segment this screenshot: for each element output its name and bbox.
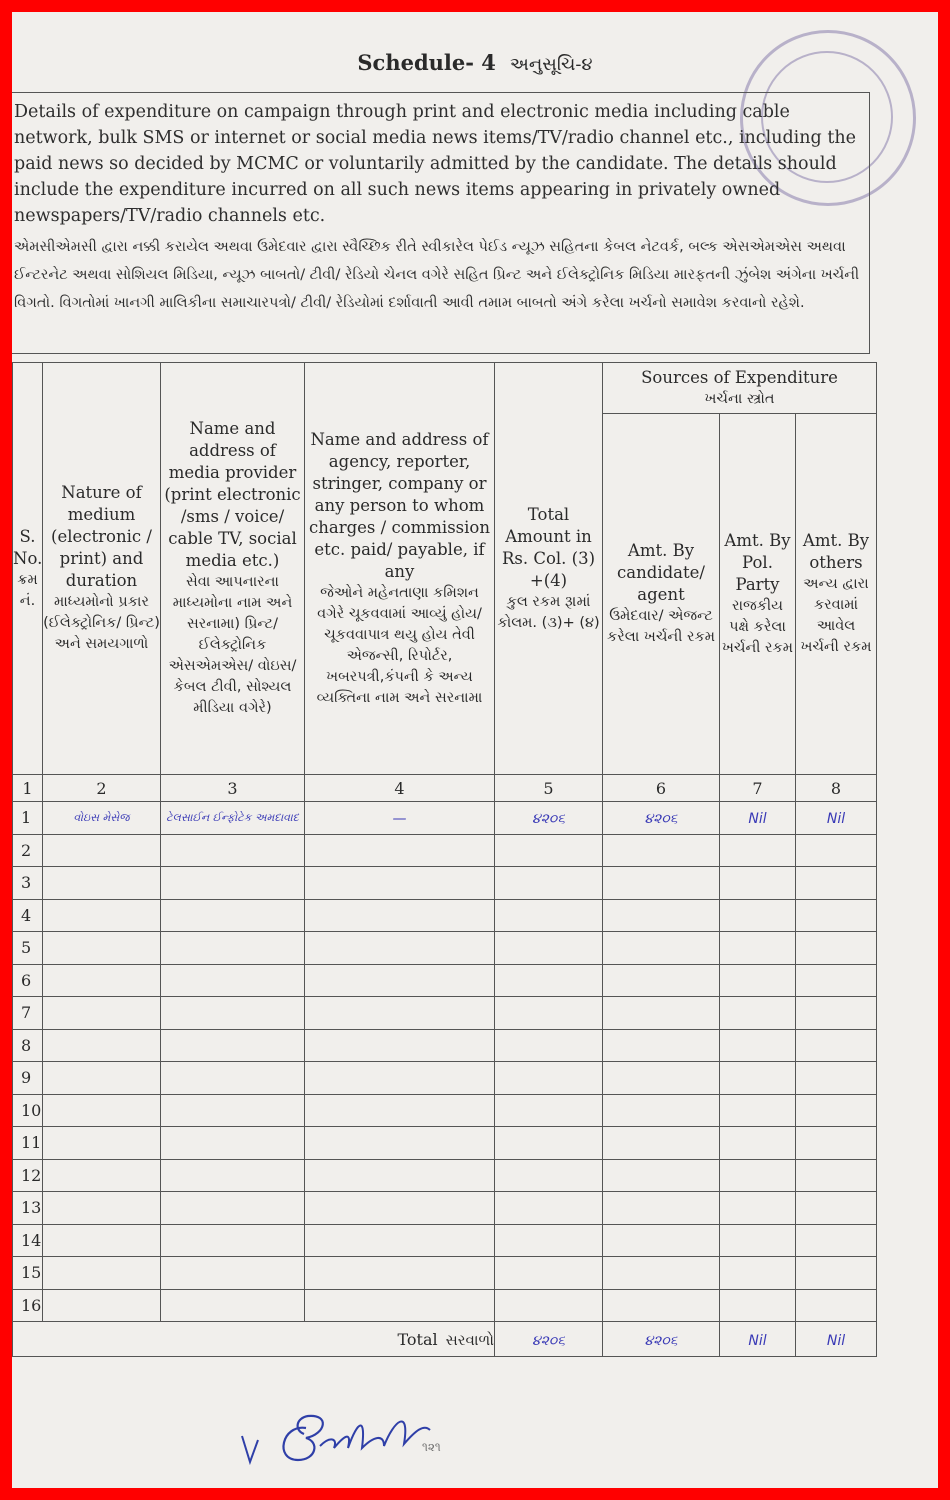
row-nature-cell [43,997,161,1030]
row-party-cell [720,802,796,835]
row-agency-cell [305,867,495,900]
table-row [13,1224,877,1257]
table-row [13,997,877,1030]
row-others-cell [796,802,877,835]
row-candidate-cell [603,1224,720,1257]
handwritten-agency: — [392,810,407,827]
row-sno: 11 [13,1127,43,1160]
row-provider-cell [161,1094,305,1127]
total-party: Nil [720,1322,796,1357]
row-total-cell [495,899,603,932]
header-nature: Nature of medium (electronic / print) and duration માધ્યમોનો પ્રકાર (ઈલેક્ટ્રોનિક/ પ્રિન્ટ) અને સમયગાળો [43,363,161,775]
row-provider-cell [161,867,305,900]
row-agency-cell [305,834,495,867]
title-gujarati: અનુસૂચિ-૪ [509,54,593,75]
row-candidate-cell [603,1062,720,1095]
page-number: ૧૨૧ [422,1440,441,1454]
row-agency-cell [305,1062,495,1095]
row-nature-cell [43,1127,161,1160]
row-party-cell [720,867,796,900]
row-total-cell [495,834,603,867]
row-candidate-cell [603,1029,720,1062]
row-provider-cell [161,802,305,835]
row-nature-cell [43,802,161,835]
row-provider-cell [161,899,305,932]
row-candidate-cell [603,834,720,867]
table-row [13,1029,877,1062]
row-sno: 7 [13,997,43,1030]
row-nature-cell [43,1094,161,1127]
row-nature-cell [43,1289,161,1322]
row-provider-cell [161,1192,305,1225]
row-sno: 8 [13,1029,43,1062]
row-nature-cell [43,1257,161,1290]
document-page [12,12,938,1488]
table-row [13,802,877,835]
table-row [13,1159,877,1192]
row-agency-cell [305,1192,495,1225]
row-candidate-cell [603,867,720,900]
row-candidate-cell [603,1257,720,1290]
table-row [13,834,877,867]
row-total-cell [495,1289,603,1322]
row-agency-cell [305,1289,495,1322]
row-others-cell [796,1257,877,1290]
row-provider-cell [161,834,305,867]
table-row [13,1257,877,1290]
row-others-cell [796,1224,877,1257]
signature-icon [234,1390,444,1468]
row-others-cell [796,1289,877,1322]
row-party-cell [720,997,796,1030]
row-others-cell [796,1062,877,1095]
title-english: Schedule- 4 [357,50,496,75]
handwritten-signature [234,1390,444,1472]
handwritten-party: Nil [748,810,767,827]
row-others-cell [796,1192,877,1225]
row-candidate-cell [603,1289,720,1322]
row-agency-cell [305,932,495,965]
table-row [13,1192,877,1225]
row-candidate-cell [603,964,720,997]
column-number-row: 1 2 3 4 5 6 7 8 [13,775,877,802]
row-party-cell [720,899,796,932]
row-candidate-cell [603,1192,720,1225]
row-provider-cell [161,1029,305,1062]
table-row [13,1062,877,1095]
row-party-cell [720,932,796,965]
header-sno: S. No. ક્રમ નં. [13,363,43,775]
row-sno: 5 [13,932,43,965]
row-sno: 10 [13,1094,43,1127]
table-row [13,899,877,932]
description-english: Details of expenditure on campaign through print and electronic media including cable network, bulk SMS or internet or social media news items/TV/radio channel etc., including the paid news so decided by MCMC or voluntarily admitted by the candidate. The details should include the expenditure incurred on all such news items appearing in privately owned newspapers/TV/radio channels etc. [14,102,856,226]
row-others-cell [796,1127,877,1160]
row-others-cell [796,932,877,965]
row-party-cell [720,1257,796,1290]
row-total-cell [495,867,603,900]
row-nature-cell [43,1029,161,1062]
row-total-cell [495,932,603,965]
row-total-cell [495,997,603,1030]
row-provider-cell [161,932,305,965]
row-nature-cell [43,932,161,965]
row-sno: 14 [13,1224,43,1257]
total-amount: ૪૨૦૬ [495,1322,603,1357]
row-total-cell [495,1224,603,1257]
row-sno: 9 [13,1062,43,1095]
row-candidate-cell [603,802,720,835]
row-total-cell [495,1062,603,1095]
row-others-cell [796,1094,877,1127]
row-candidate-cell [603,1159,720,1192]
row-nature-cell [43,1224,161,1257]
row-total-cell [495,1094,603,1127]
row-party-cell [720,1062,796,1095]
row-party-cell [720,1192,796,1225]
row-nature-cell [43,834,161,867]
row-agency-cell [305,1159,495,1192]
table-row [13,1127,877,1160]
row-party-cell [720,1159,796,1192]
row-candidate-cell [603,997,720,1030]
header-agency: Name and address of agency, reporter, stringer, company or any person to whom charges / commission etc. paid/ payable, if any જેઓને મહેનતાણા કમિશન વગેરે ચૂકવવામાં આવ્યું હોય/ચૂકવવાપાત્ર થયુ હોય તેવી એજન્સી, રિપોર્ટર, ખબરપત્રી,કંપની કે અન્ય વ્યક્તિના નામ અને સરનામા [305,363,495,775]
handwritten-nature: વોઇસ મેસેજ [73,810,130,824]
row-agency-cell [305,1127,495,1160]
header-candidate: Amt. By candidate/ agent ઉમેદવાર/ એજન્ટ કરેલા ખર્ચની રકમ [603,414,720,775]
row-party-cell [720,1127,796,1160]
row-sno: 4 [13,899,43,932]
table-row [13,964,877,997]
description-box [12,92,870,354]
row-provider-cell [161,1257,305,1290]
header-provider: Name and address of media provider (print electronic /sms / voice/ cable TV, social media etc.) સેવા આપનારના માધ્યમોના નામ અને સરનામા) પ્રિન્ટ/ ઈલેક્ટ્રોનિક એસએમએસ/ વોઇસ/કેબલ ટીવી, સોશ્યલ મીડિયા વગેરે) [161,363,305,775]
row-others-cell [796,867,877,900]
row-agency-cell [305,899,495,932]
row-total-cell [495,1029,603,1062]
row-nature-cell [43,1192,161,1225]
row-others-cell [796,899,877,932]
row-sno: 1 [13,802,43,835]
row-sno: 13 [13,1192,43,1225]
row-sno: 15 [13,1257,43,1290]
row-nature-cell [43,1159,161,1192]
row-party-cell [720,1094,796,1127]
header-sources: Sources of Expenditure ખર્ચના સ્ત્રોત [603,363,877,414]
handwritten-others: Nil [826,810,846,827]
handwritten-candidate: ૪૨૦૬ [644,810,678,827]
table-row [13,867,877,900]
row-nature-cell [43,1062,161,1095]
row-party-cell [720,964,796,997]
header-others: Amt. By others અન્ય દ્વારા કરવામાં આવેલ ખર્ચની રકમ [796,414,877,775]
row-party-cell [720,1289,796,1322]
row-sno: 3 [13,867,43,900]
row-others-cell [796,997,877,1030]
row-party-cell [720,834,796,867]
header-party: Amt. By Pol. Party રાજકીય પક્ષે કરેલા ખર્ચની રકમ [720,414,796,775]
total-label: Total સરવાળો [13,1322,495,1357]
row-provider-cell [161,964,305,997]
row-agency-cell [305,997,495,1030]
row-sno: 16 [13,1289,43,1322]
header-total: Total Amount in Rs. Col. (3) +(4) કુલ રકમ રૂ।માં કોલમ. (૩)+ (૪) [495,363,603,775]
row-total-cell [495,1127,603,1160]
row-party-cell [720,1224,796,1257]
row-candidate-cell [603,932,720,965]
row-candidate-cell [603,1127,720,1160]
row-provider-cell [161,997,305,1030]
row-provider-cell [161,1127,305,1160]
row-provider-cell [161,1289,305,1322]
row-candidate-cell [603,899,720,932]
row-others-cell [796,834,877,867]
row-provider-cell [161,1224,305,1257]
table-row [13,1094,877,1127]
row-others-cell [796,964,877,997]
total-row [13,1322,877,1357]
row-total-cell [495,802,603,835]
row-nature-cell [43,867,161,900]
row-total-cell [495,964,603,997]
row-total-cell [495,1159,603,1192]
table-row [13,1289,877,1322]
total-others: Nil [796,1322,877,1357]
row-provider-cell [161,1159,305,1192]
row-sno: 12 [13,1159,43,1192]
schedule-title [12,50,938,75]
row-sno: 6 [13,964,43,997]
row-total-cell [495,1192,603,1225]
row-nature-cell [43,964,161,997]
row-sno: 2 [13,834,43,867]
row-agency-cell [305,1224,495,1257]
handwritten-total: ૪૨૦૬ [531,810,566,827]
row-others-cell [796,1159,877,1192]
row-total-cell [495,1257,603,1290]
row-agency-cell [305,802,495,835]
expenditure-table [12,362,877,1357]
total-candidate: ૪૨૦૬ [603,1322,720,1357]
row-agency-cell [305,1029,495,1062]
row-nature-cell [43,899,161,932]
row-agency-cell [305,1094,495,1127]
row-provider-cell [161,1062,305,1095]
row-others-cell [796,1029,877,1062]
description-gujarati: એમસીએમસી દ્વારા નક્કી કરાયેલ અથવા ઉમેદવાર દ્વારા સ્વૈચ્છિક રીતે સ્વીકારેલ પેઈડ ન્યૂઝ સહિતના કેબલ નેટવર્ક, બલ્ક એસએમએસ અથવા ઈન્ટરનેટ અથવા સોશિયલ મિડિયા, ન્યૂઝ બાબતો/ ટીવી/ રેડિયો ચેનલ વગેરે સહિત પ્રિન્ટ અને ઈલેક્ટ્રોનિક મિડિયા મારફતની ઝુંબેશ અંગેના ખર્ચની વિગતો. વિગતોમાં ખાનગી માલિકીના સમાચારપત્રો/ ટીવી/ રેડિયોમાં દર્શાવાતી આવી તમામ બાબતો અંગે કરેલા ખર્ચનો સમાવેશ કરવાનો રહેશે. [14,239,860,311]
table-row [13,932,877,965]
row-candidate-cell [603,1094,720,1127]
row-agency-cell [305,1257,495,1290]
handwritten-provider: ટેલસાઈન ઈન્ફોટેક અમદાવાદ [166,810,299,824]
row-agency-cell [305,964,495,997]
row-party-cell [720,1029,796,1062]
